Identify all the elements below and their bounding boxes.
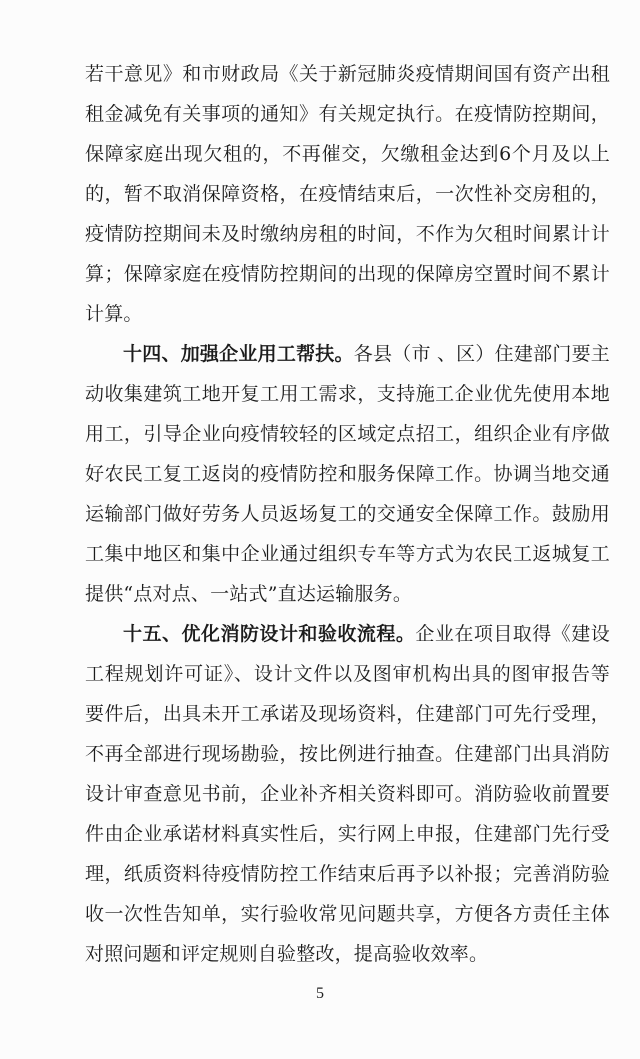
paragraph-section-15 xyxy=(85,614,610,974)
section-heading-15: 十五、优化消防设计和验收流程。 xyxy=(123,623,416,645)
paragraph-text: 企业在项目取得《建设工程规划许可证》、设计文件以及图审机构出具的图审报告等要件后，出具未开工承诺及现场资料，住建部门可先行受理，不再全部进行现场勘验，按比例进行抽查。住建部门出具消防设计审查意见书前，企业补齐相关资料即可。消防验收前置要件由企业承诺材料真实性后，实行网上申报，住建部门先行受理，纸质资料待疫情防控工作结束后再予以补报；完善消防验收一次性告知单，实行验收常见问题共享，方便各方责任主体对照问题和评定规则自验整改，提高验收效率。 xyxy=(85,623,610,965)
paragraph-text: 若干意见》和市财政局《关于新冠肺炎疫情期间国有资产出租租金减免有关事项的通知》有关规定执行。在疫情防控期间，保障家庭出现欠租的，不再催交，欠缴租金达到6个月及以上的，暂不取消保障资格，在疫情结束后，一次性补交房租的，疫情防控期间未及时缴纳房租的时间，不作为欠租时间累计计算；保障家庭在疫情防控期间的出现的保障房空置时间不累计计算。 xyxy=(85,63,610,325)
paragraph-section-14 xyxy=(85,334,610,614)
document-body xyxy=(85,54,610,974)
page-number: 5 xyxy=(316,985,324,1002)
section-heading-14: 十四、加强企业用工帮扶。 xyxy=(123,343,354,365)
paragraph-text: 各县（市 、区）住建部门要主动收集建筑工地开复工用工需求，支持施工企业优先使用本地用工，引导企业向疫情较轻的区域定点招工，组织企业有序做好农民工复工返岗的疫情防控和服务保障工作。协调当地交通运输部门做好劳务人员返场复工的交通安全保障工作。鼓励用工集中地区和集中企业通过组织专车等方式为农民工返城复工提供“点对点、一站式”直达运输服务。 xyxy=(85,343,610,605)
paragraph-continuation xyxy=(85,54,610,334)
